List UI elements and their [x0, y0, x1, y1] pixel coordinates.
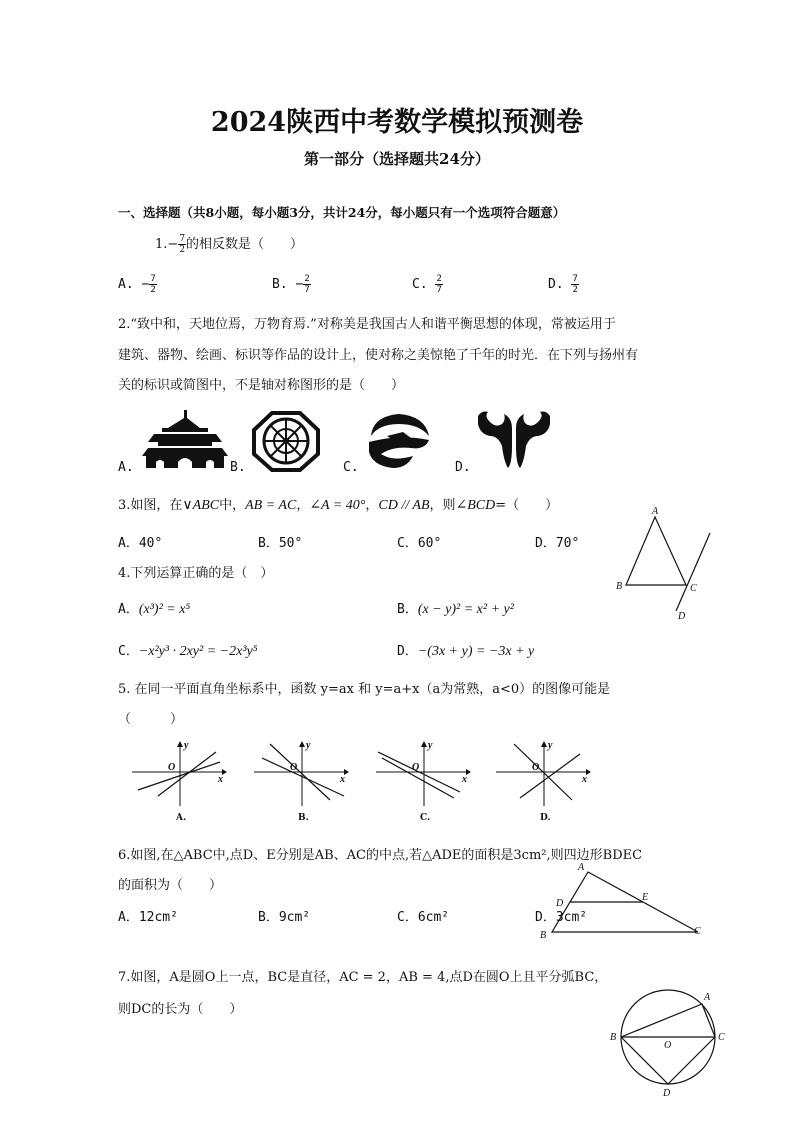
question-1-option-c[interactable]: C. $\frac{2}{7}$: [412, 274, 442, 295]
page-title: 2024陕西中考数学模拟预测卷: [210, 107, 584, 138]
function-graph-c: [374, 740, 474, 824]
question-3-option-d[interactable]: D．70°: [535, 536, 580, 551]
y-axis-label: y: [306, 740, 311, 751]
svg-text:B: B: [610, 1032, 617, 1043]
graph-option-label: C.: [420, 813, 431, 823]
x-axis-label: x: [462, 774, 467, 785]
question-6-option-a[interactable]: A．12cm²: [118, 910, 178, 925]
pavilion-emblem-icon: [140, 408, 230, 470]
svg-text:A: A: [578, 862, 585, 873]
y-axis-arrow-icon: [299, 741, 305, 747]
question-7-circle-figure: [606, 986, 736, 1098]
svg-text:C: C: [718, 1032, 725, 1043]
svg-text:E: E: [642, 892, 649, 903]
question-text: 的相反数是（ ）: [186, 237, 304, 252]
question-2-line-3: 关的标识或简图中，不是轴对称图形的是（ ）: [118, 378, 405, 393]
y-axis-label: y: [184, 740, 189, 751]
function-line-2: [262, 758, 344, 796]
question-number: 1.: [155, 237, 168, 252]
flame-emblem-icon: [474, 406, 554, 470]
fraction: $\frac{7}{2}$: [179, 234, 186, 255]
x-axis-label: x: [218, 774, 223, 785]
function-graph-d: [494, 740, 594, 824]
svg-text:C: C: [690, 583, 697, 594]
question-2-line-2: 建筑、器物、绘画、标识等作品的设计上，使对称之美惊艳了千年的时光．在下列与扬州有: [118, 348, 639, 363]
y-axis-label: y: [428, 740, 433, 751]
function-graph-b: [252, 740, 352, 824]
question-4-option-d[interactable]: D．−(3x + y) = −3x + y: [397, 644, 535, 659]
question-1-option-d[interactable]: D. $\frac{7}{2}$: [548, 274, 578, 295]
boat-emblem-icon: [363, 408, 435, 470]
question-3-option-b[interactable]: B．50°: [258, 536, 303, 551]
question-6-option-c[interactable]: C．6cm²: [397, 910, 450, 925]
graph-option-label: A.: [176, 813, 187, 823]
question-3-triangle-figure: [610, 505, 720, 623]
origin-label: O: [168, 762, 176, 773]
question-1-stem: 1.− $\frac{7}{2}$ 的相反数是（ ）: [155, 234, 304, 255]
octagon-lattice-icon: [250, 410, 322, 472]
fraction: $\frac{2}{7}$: [436, 274, 442, 295]
svg-text:D: D: [663, 1088, 671, 1098]
question-2-option-b[interactable]: B.: [230, 460, 246, 475]
question-3-option-c[interactable]: C．60°: [397, 536, 442, 551]
origin-label: O: [290, 762, 298, 773]
function-line-1: [138, 762, 220, 790]
question-2-line-1: 2.“致中和，天地位焉，万物育焉.”对称美是我国古人和谐平衡思想的体现，常被运用于: [118, 317, 616, 332]
svg-text:B: B: [540, 930, 547, 941]
question-7-line-1: 7.如图，A是圆O上一点，BC是直径，AC = 2，AB = 4,点D在圆O上且平分弧BC，: [118, 970, 608, 985]
y-axis-arrow-icon: [177, 741, 183, 747]
origin-label: O: [412, 762, 420, 773]
svg-text:D: D: [678, 611, 686, 622]
y-axis-arrow-icon: [421, 741, 427, 747]
question-6-option-d[interactable]: D．3cm²: [535, 910, 588, 925]
y-axis-arrow-icon: [541, 741, 547, 747]
function-line-2: [520, 754, 580, 798]
question-5-line-1: 5. 在同一平面直角坐标系中，函数 y=ax 和 y=a+x（a为常熟，a<0）的图像可能是: [118, 682, 611, 697]
page-subtitle: 第一部分（选择题共24分）: [304, 150, 490, 168]
question-1-option-a[interactable]: A. − $\frac{7}{2}$: [118, 274, 156, 295]
question-3-stem: 3.如图，在∨ABC中，AB = AC，∠A = 40°，CD // AB，则∠BCD=（ ）: [118, 498, 559, 513]
graph-option-label: D.: [540, 813, 551, 823]
question-6-triangle-figure: [534, 858, 714, 944]
fraction: $\frac{2}{7}$: [304, 274, 310, 295]
y-axis-label: y: [548, 740, 553, 751]
question-2-option-a[interactable]: A.: [118, 460, 134, 475]
svg-text:C: C: [694, 926, 701, 937]
question-6-line-2: 的面积为（ ）: [118, 878, 223, 893]
graph-option-label: B.: [298, 813, 309, 823]
question-1-option-b[interactable]: B. − $\frac{2}{7}$: [272, 274, 310, 295]
question-4-option-c[interactable]: C．−x²y³ · 2xy² = −2x³y⁵: [118, 644, 258, 659]
question-7-line-2: 则DC的长为（ ）: [118, 1002, 243, 1017]
question-6-option-b[interactable]: B．9cm²: [258, 910, 311, 925]
fraction: $\frac{7}{2}$: [572, 274, 578, 295]
question-4-option-b[interactable]: B．(x − y)² = x² + y²: [397, 602, 514, 617]
question-3-option-a[interactable]: A．40°: [118, 536, 163, 551]
fraction: $\frac{7}{2}$: [150, 274, 156, 295]
svg-text:B: B: [616, 581, 623, 592]
question-5-line-2: （ ）: [118, 712, 184, 727]
section-heading: 一、选择题（共8小题，每小题3分，共计24分，每小题只有一个选项符合题意）: [118, 205, 566, 220]
question-2-option-c[interactable]: C.: [343, 460, 359, 475]
x-axis-label: x: [340, 774, 345, 785]
svg-text:A: A: [652, 506, 659, 517]
svg-text:D: D: [556, 898, 564, 909]
svg-text:A: A: [704, 992, 711, 1003]
x-axis-label: x: [582, 774, 587, 785]
function-line-2: [158, 752, 216, 796]
question-4-option-a[interactable]: A．(x³)² = x⁵: [118, 602, 191, 617]
svg-text:O: O: [664, 1040, 672, 1051]
question-4-stem: 4.下列运算正确的是（ ）: [118, 566, 274, 581]
question-2-option-d[interactable]: D.: [455, 460, 471, 475]
origin-label: O: [532, 762, 540, 773]
function-graph-a: [130, 740, 230, 824]
question-6-line-1: 6.如图,在△ABC中,点D、E分别是AB、AC的中点,若△ADE的面积是3cm²,则四边形BDEC: [118, 848, 643, 863]
